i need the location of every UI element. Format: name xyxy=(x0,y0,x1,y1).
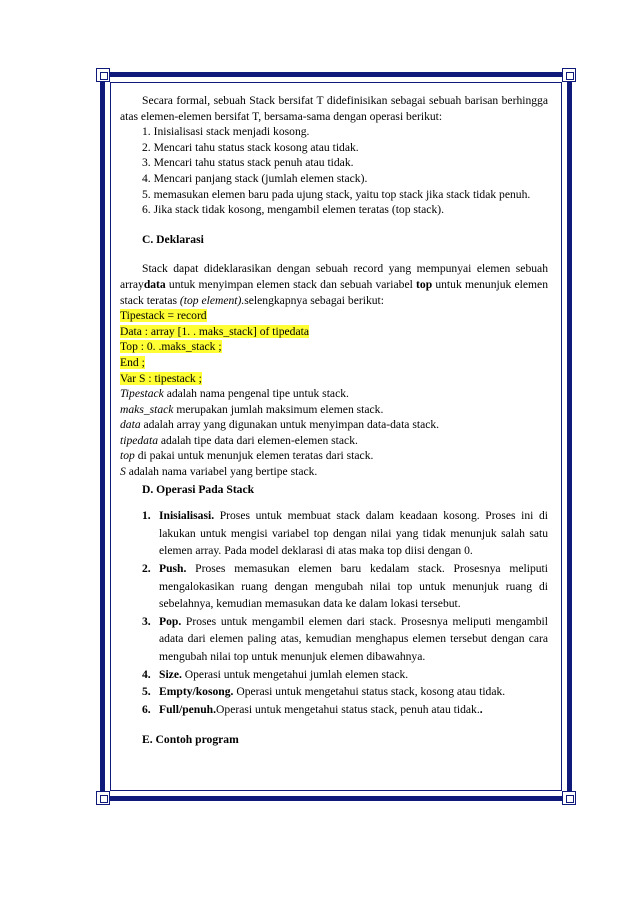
list-item xyxy=(142,683,548,701)
item-text: Operasi untuk mengetahui status stack, kosong atau tidak. xyxy=(233,685,506,699)
operations-list xyxy=(142,124,548,218)
code-line: Tipestack = record xyxy=(120,309,207,323)
list-item: 1. Inisialisasi stack menjadi kosong. xyxy=(142,125,310,139)
def-desc: adalah array yang digunakan untuk menyimpan data-data stack. xyxy=(140,418,440,432)
code-line: Var S : tipestack ; xyxy=(120,371,202,385)
border-corner-ornament xyxy=(562,68,576,82)
def-term: data xyxy=(120,418,141,432)
code-block xyxy=(120,308,548,386)
list-item xyxy=(142,613,548,666)
bold-term: data xyxy=(143,277,166,291)
text-span: untuk menunjuk elemen stack teratas xyxy=(120,277,548,307)
section-heading-deklarasi: C. Deklarasi xyxy=(142,232,204,246)
bold-term: top xyxy=(416,277,433,291)
item-text: Operasi untuk mengetahui jumlah elemen stack. xyxy=(181,667,409,681)
list-item: 2. Mencari tahu status stack kosong atau tidak. xyxy=(142,140,359,154)
item-end-dot: . xyxy=(479,702,483,716)
definition-line xyxy=(120,464,548,480)
item-text: Proses memasukan elemen baru kedalam stack. Prosesnya meliputi mengalokasikan ruang dengan mengubah nilai top untuk menunjuk ruang di sebelahnya, kemudian memasukan data ke dalam lokasi tersebut. xyxy=(159,562,548,611)
definition-line xyxy=(120,402,548,418)
stack-operations-list xyxy=(142,507,548,718)
code-line: Data : array [1. . maks_stack] of tipedata xyxy=(120,324,309,338)
def-desc: merupakan jumlah maksimum elemen stack. xyxy=(173,402,384,416)
definition-line xyxy=(120,448,548,464)
list-item xyxy=(142,666,548,684)
italic-term: (top element). xyxy=(179,293,245,307)
list-item: 6. Jika stack tidak kosong, mengambil elemen teratas (top stack). xyxy=(142,203,444,217)
item-number: 4. xyxy=(142,667,151,681)
document-body xyxy=(120,93,548,748)
section-heading-contoh: E. Contoh program xyxy=(142,733,239,747)
item-title: Size. xyxy=(159,667,182,681)
definition-line xyxy=(120,433,548,449)
definition-line xyxy=(120,417,548,433)
definitions xyxy=(120,386,548,480)
list-item: 3. Mencari tahu status stack penuh atau tidak. xyxy=(142,156,354,170)
item-text: Proses untuk mengambil elemen dari stack. Prosesnya meliputi mengambil adata dari elemen paling atas, kemudian menghapus elemen tersebut dengan cara mengubah nilai top untuk menunjuk elemen dibawahnya. xyxy=(159,614,548,663)
border-corner-ornament xyxy=(562,791,576,805)
def-desc: adalah nama variabel yang bertipe stack. xyxy=(125,465,318,479)
intro-paragraph: Secara formal, sebuah Stack bersifat T didefinisikan sebagai sebuah barisan berhingga atas elemen-elemen bersifat T, bersama-sama dengan operasi berikut: xyxy=(120,94,548,123)
item-title: Full/penuh. xyxy=(159,702,217,716)
border-corner-ornament xyxy=(96,791,110,805)
item-title: Push. xyxy=(159,562,187,576)
item-number: 1. xyxy=(142,509,151,523)
def-desc: adalah nama pengenal tipe untuk stack. xyxy=(163,387,349,401)
list-item xyxy=(142,507,548,560)
item-title: Inisialisasi. xyxy=(159,509,215,523)
item-number: 3. xyxy=(142,614,151,628)
item-title: Empty/kosong. xyxy=(159,685,234,699)
list-item: 5. memasukan elemen baru pada ujung stack, yaitu top stack jika stack tidak penuh. xyxy=(142,187,531,201)
border-corner-ornament xyxy=(96,68,110,82)
list-item xyxy=(142,701,548,719)
text-span: untuk menyimpan elemen stack dan sebuah variabel xyxy=(165,277,417,291)
def-term: maks_stack xyxy=(120,402,174,416)
list-item: 4. Mencari panjang stack (jumlah elemen stack). xyxy=(142,171,368,185)
code-line: Top : 0. .maks_stack ; xyxy=(120,340,222,354)
item-number: 6. xyxy=(142,702,151,716)
deklarasi-paragraph xyxy=(120,261,548,308)
item-text: Operasi untuk mengetahui status stack, penuh atau tidak. xyxy=(216,702,480,716)
text-span: Stack dapat dideklarasikan dengan sebuah record yang mempunyai elemen sebuah array xyxy=(120,262,548,291)
def-term: S xyxy=(120,465,126,479)
code-line: End ; xyxy=(120,355,145,369)
def-desc: di pakai untuk menunjuk elemen teratas dari stack. xyxy=(134,449,374,463)
def-term: tipedata xyxy=(120,433,158,447)
def-desc: adalah tipe data dari elemen-elemen stack. xyxy=(158,433,358,447)
definition-line xyxy=(120,386,548,402)
item-title: Pop. xyxy=(159,614,182,628)
item-number: 5. xyxy=(142,685,151,699)
item-text: Proses untuk membuat stack dalam keadaan kosong. Proses ini di lakukan untuk mengisi variabel top dengan nilai yang tidak menunjuk salah satu elemen array. Pada model deklarasi di atas maka top diisi dengan 0. xyxy=(159,509,548,558)
def-term: Tipestack xyxy=(120,387,164,401)
text-span: selengkapnya sebagai berikut: xyxy=(244,293,384,307)
item-number: 2. xyxy=(142,562,151,576)
section-heading-operasi: D. Operasi Pada Stack xyxy=(142,482,255,496)
def-term: top xyxy=(120,449,135,463)
list-item xyxy=(142,560,548,613)
